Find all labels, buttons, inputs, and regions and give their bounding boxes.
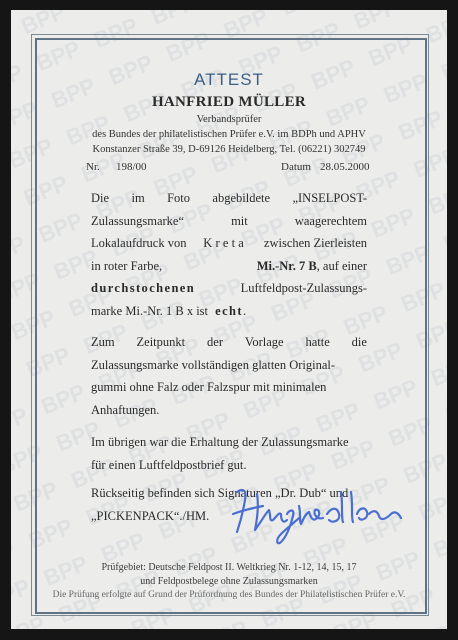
catalog-number: Mi.-Nr. 7 B: [256, 258, 317, 273]
p3-line-1: Im übrigen war die Erhaltung der Zulassungsmarke: [91, 435, 349, 449]
examiner-association: des Bundes der philatelistischen Prüfer e.V. im BDPh und APHV: [92, 129, 366, 140]
nr-label: Nr.: [86, 161, 100, 173]
nr-value: 198/00: [116, 161, 147, 173]
footer-regulation: Die Prüfung erfolgte auf Grund der Prüfordnung des Bundes der Philatelistischen Prüfer e.V.: [52, 590, 406, 600]
footer-scope-line-2: und Feldpostbelege ohne Zulassungsmarken: [140, 576, 318, 587]
p2-line-1: Zum Zeitpunkt der Vorlage hatte die: [91, 335, 367, 349]
p1-line-1: Die im Foto abgebildete „INSELPOST-: [91, 191, 367, 205]
p4-line-2: „PICKENPACK“./HM.: [91, 508, 210, 523]
p1-line-2: Zulassungsmarke“ mit waagerechtem: [91, 213, 367, 228]
p4-line-1: Rückseitig befinden sich Signaturen „Dr. Dub“ und: [91, 486, 349, 500]
p1-line-3: Lokalaufdruck von Kreta zwischen Zierleisten: [91, 232, 367, 255]
echt-verdict: echt: [215, 303, 243, 318]
p2-line-4: Anhaftungen.: [91, 402, 160, 417]
p1-line-5: durchstochenen Luftfeldpost-Zulassungs-: [91, 277, 367, 300]
kreta-spaced: Kreta: [203, 236, 248, 250]
attest-certificate: [11, 10, 447, 629]
examiner-role: Verbandsprüfer: [196, 114, 262, 125]
p1-line-4: in roter Farbe, Mi.-Nr. 7 B, auf einer: [91, 258, 367, 273]
examiner-name: HANFRIED MÜLLER: [151, 94, 307, 110]
p2-line-3: gummi ohne Falz oder Falzspur mit minimalen: [91, 380, 327, 394]
p2-line-2: Zulassungsmarke vollständigen glatten Original-: [91, 357, 336, 372]
date-label: Datum: [281, 161, 311, 173]
p3-line-2: für einen Luftfeldpostbrief gut.: [91, 457, 247, 472]
handwritten-signature: [229, 470, 409, 550]
paragraph-1: [91, 187, 367, 322]
document-title: ATTEST: [194, 70, 264, 89]
date-value: 28.05.2000: [320, 161, 370, 173]
examiner-address: Konstanzer Straße 39, D-69126 Heidelberg, Tel. (06221) 302749: [92, 144, 366, 155]
p1-line-6: marke Mi.-Nr. 1 B x ist echt.: [91, 303, 247, 318]
footer-scope-line-1: Prüfgebiet: Deutsche Feldpost II. Weltkrieg Nr. 1-12, 14, 15, 17: [101, 562, 357, 573]
durchstochenen-spaced: durchstochenen: [91, 281, 196, 295]
paragraph-2: [91, 331, 367, 421]
